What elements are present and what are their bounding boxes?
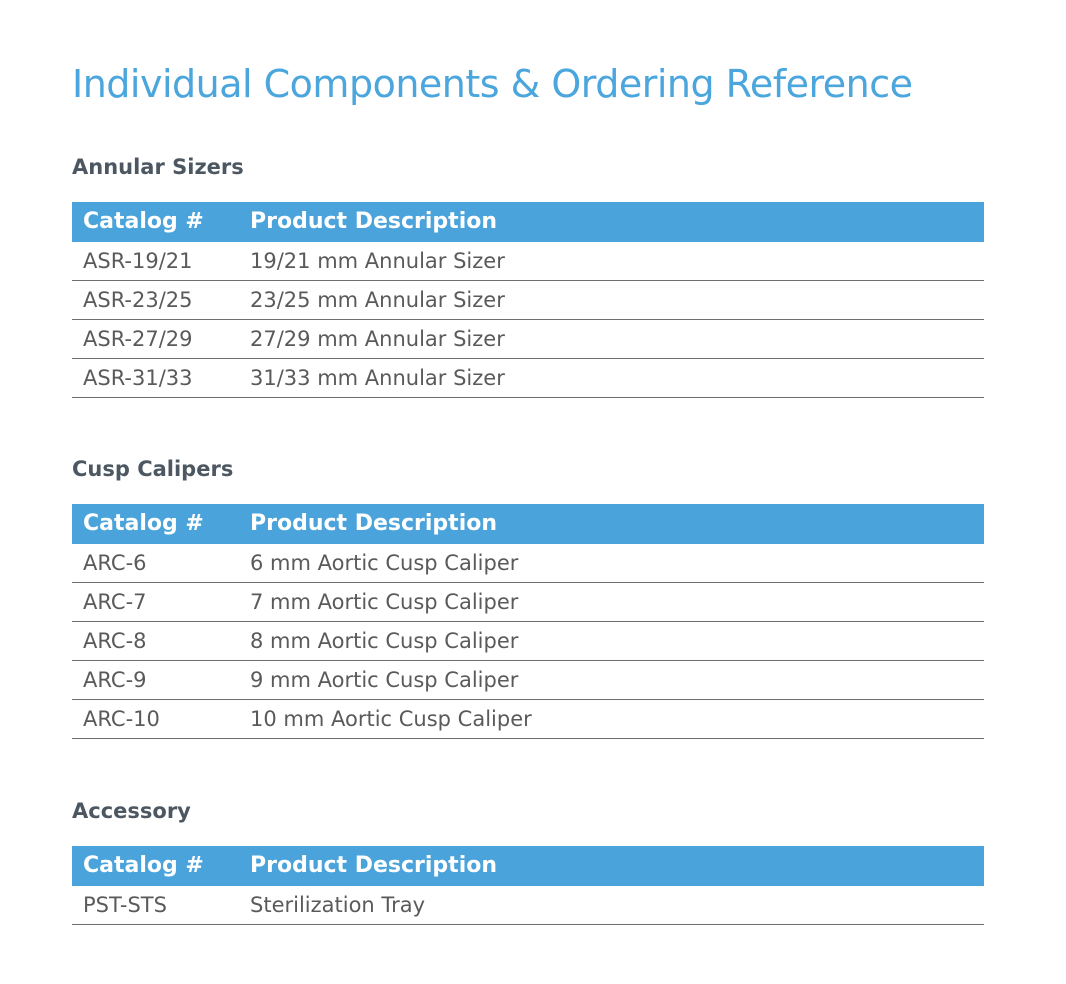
column-header-catalog: Catalog # (83, 511, 204, 536)
table-header (72, 202, 984, 242)
column-header-description: Product Description (250, 511, 498, 536)
catalog-number: ARC-6 (72, 544, 240, 583)
product-table (72, 202, 984, 398)
section-title: Accessory (72, 799, 191, 823)
product-description: 19/21 mm Annular Sizer (240, 242, 984, 281)
catalog-number: ARC-10 (72, 700, 240, 739)
section-cusp-calipers (72, 454, 984, 739)
column-header-catalog: Catalog # (83, 209, 204, 234)
catalog-number: ARC-9 (72, 661, 240, 700)
product-description: 23/25 mm Annular Sizer (240, 281, 984, 320)
catalog-number: ASR-19/21 (72, 242, 240, 281)
product-description: 10 mm Aortic Cusp Caliper (240, 700, 984, 739)
table-header (72, 846, 984, 886)
table-row (72, 700, 984, 739)
page-title: Individual Components & Ordering Reference (72, 62, 913, 106)
table-row (72, 320, 984, 359)
table-row (72, 281, 984, 320)
table-row (72, 886, 984, 925)
catalog-number: PST-STS (72, 886, 240, 925)
product-description: 8 mm Aortic Cusp Caliper (240, 622, 984, 661)
product-table (72, 846, 984, 925)
column-header-catalog: Catalog # (83, 853, 204, 878)
column-header-description: Product Description (250, 853, 498, 878)
section-accessory (72, 796, 984, 925)
catalog-number: ASR-23/25 (72, 281, 240, 320)
catalog-number: ARC-7 (72, 583, 240, 622)
table-row (72, 583, 984, 622)
table-row (72, 242, 984, 281)
product-description: 9 mm Aortic Cusp Caliper (240, 661, 984, 700)
product-description: 7 mm Aortic Cusp Caliper (240, 583, 984, 622)
table-row (72, 359, 984, 398)
section-annular-sizers (72, 152, 984, 398)
table-row (72, 544, 984, 583)
product-description: 31/33 mm Annular Sizer (240, 359, 984, 398)
table-row (72, 622, 984, 661)
table-row (72, 661, 984, 700)
catalog-number: ARC-8 (72, 622, 240, 661)
table-header (72, 504, 984, 544)
column-header-description: Product Description (250, 209, 498, 234)
section-title: Annular Sizers (72, 155, 244, 179)
catalog-number: ASR-27/29 (72, 320, 240, 359)
product-description: 6 mm Aortic Cusp Caliper (240, 544, 984, 583)
section-title: Cusp Calipers (72, 457, 234, 481)
catalog-number: ASR-31/33 (72, 359, 240, 398)
product-description: 27/29 mm Annular Sizer (240, 320, 984, 359)
product-description: Sterilization Tray (240, 886, 984, 925)
product-table (72, 504, 984, 739)
